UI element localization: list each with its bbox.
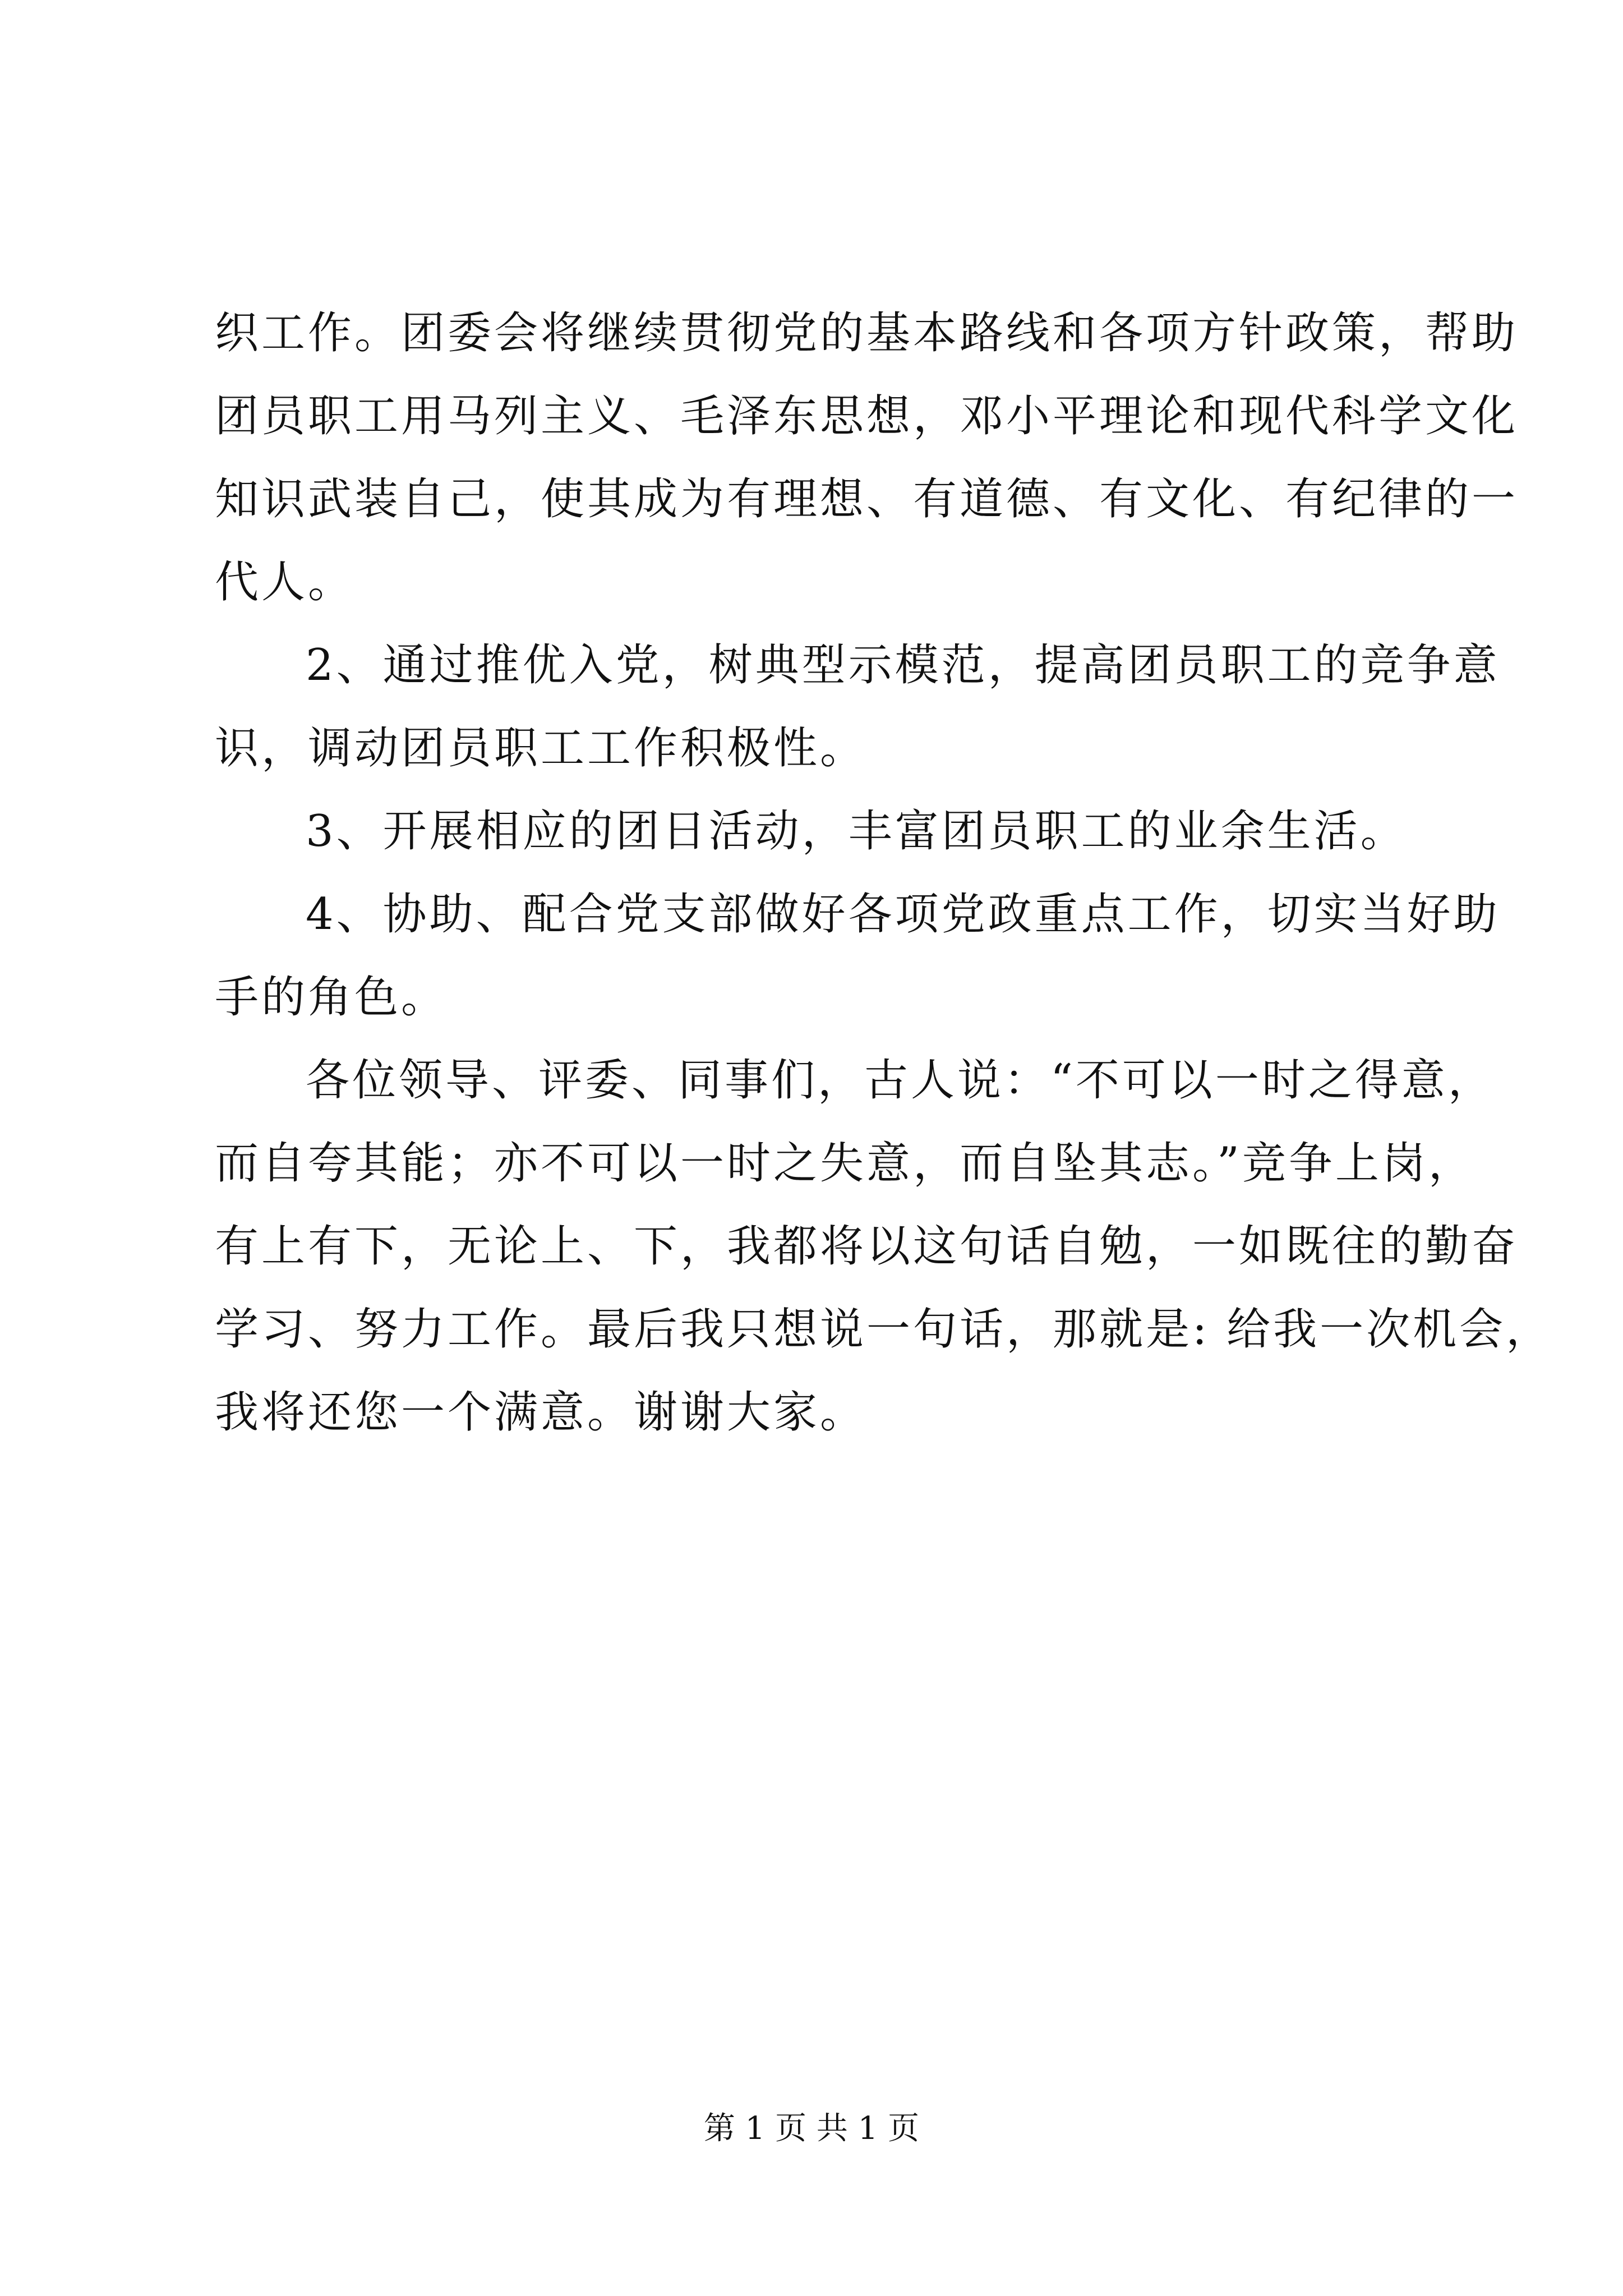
paragraph-item-3 — [215, 790, 1426, 873]
document-body — [215, 292, 1553, 1454]
text-line: 有上有下，无论上、下，我都将以这句话自勉，一如既往的勤奋 — [215, 1221, 1519, 1272]
text-line: 手的角色。 — [215, 972, 448, 1023]
text-line: 而自夸其能；亦不可以一时之失意，而自坠其志。”竞争上岗， — [215, 1138, 1475, 1189]
text-line: 团员职工用马列主义、毛泽东思想，邓小平理论和现代科学文化 — [215, 391, 1519, 441]
text-line: 4、协助、配合党支部做好各项党政重点工作，切实当好助 — [306, 889, 1500, 940]
text-line: 各位领导、评委、同事们，古人说：“不可以一时之得意， — [306, 1055, 1495, 1106]
text-line: 3、开展相应的团日活动，丰富团员职工的业余生活。 — [306, 806, 1407, 857]
page-number-footer: 第 1 页 共 1 页 — [703, 2110, 920, 2147]
text-line: 我将还您一个满意。谢谢大家。 — [215, 1387, 867, 1438]
text-line: 织工作。团委会将继续贯彻党的基本路线和各项方针政策，帮助 — [215, 308, 1519, 358]
paragraph-closing — [215, 1039, 1553, 1454]
paragraph-item-2 — [215, 624, 1500, 790]
text-line: 识，调动团员职工工作积极性。 — [215, 723, 867, 774]
paragraph-continuation — [215, 292, 1519, 624]
text-line: 学习、努力工作。最后我只想说一句话，那就是: 给我一次机会， — [215, 1304, 1553, 1355]
text-line: 知识武装自己，使其成为有理想、有道德、有文化、有纪律的一 — [215, 474, 1519, 524]
paragraph-item-4 — [215, 873, 1500, 1039]
text-line: 2、通过推优入党，树典型示模范，提高团员职工的竞争意 — [306, 640, 1500, 691]
text-line: 代人。 — [215, 557, 355, 608]
